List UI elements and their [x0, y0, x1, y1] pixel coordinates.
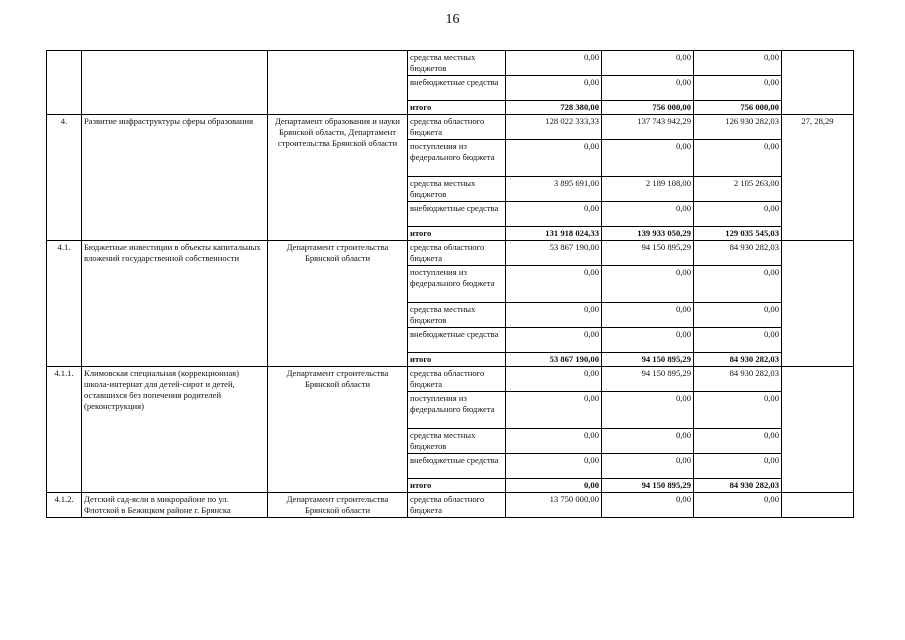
source-label: средства областного бюджета — [408, 493, 506, 518]
value-year-1: 0,00 — [506, 266, 602, 303]
value-year-1: 0,00 — [506, 76, 602, 101]
responsible-cell: Департамент строительства Брянской области — [268, 241, 408, 367]
value-year-2: 0,00 — [602, 392, 694, 429]
value-year-1: 0,00 — [506, 140, 602, 177]
source-label: внебюджетные средства — [408, 328, 506, 353]
item-number-cell: 4.1.1. — [47, 367, 82, 493]
source-label: средства местных бюджетов — [408, 177, 506, 202]
indicator-cell — [782, 241, 854, 367]
source-label: итого — [408, 479, 506, 493]
value-year-2: 0,00 — [602, 303, 694, 328]
source-label: итого — [408, 227, 506, 241]
value-year-1: 0,00 — [506, 328, 602, 353]
value-year-3: 0,00 — [694, 328, 782, 353]
value-year-3: 129 035 545,03 — [694, 227, 782, 241]
value-year-3: 84 930 282,03 — [694, 353, 782, 367]
value-year-3: 84 930 282,03 — [694, 479, 782, 493]
value-year-3: 0,00 — [694, 454, 782, 479]
responsible-cell: Департамент строительства Брянской области — [268, 367, 408, 493]
value-year-1: 0,00 — [506, 202, 602, 227]
value-year-3: 0,00 — [694, 493, 782, 518]
value-year-2: 756 000,00 — [602, 101, 694, 115]
value-year-2: 0,00 — [602, 493, 694, 518]
item-name-cell — [82, 51, 268, 115]
value-year-1: 0,00 — [506, 303, 602, 328]
value-year-3: 0,00 — [694, 140, 782, 177]
source-label: поступления из федерального бюджета — [408, 266, 506, 303]
value-year-1: 53 867 190,00 — [506, 241, 602, 266]
table-row — [47, 115, 854, 140]
value-year-3: 0,00 — [694, 429, 782, 454]
source-label: внебюджетные средства — [408, 202, 506, 227]
value-year-1: 13 750 000,00 — [506, 493, 602, 518]
responsible-cell: Департамент образования и науки Брянской области, Департамент строительства Брянской области — [268, 115, 408, 241]
responsible-cell: Департамент строительства Брянской области — [268, 493, 408, 518]
value-year-2: 0,00 — [602, 429, 694, 454]
indicator-cell — [782, 493, 854, 518]
value-year-2: 94 150 895,29 — [602, 241, 694, 266]
responsible-cell — [268, 51, 408, 115]
value-year-1: 0,00 — [506, 479, 602, 493]
value-year-3: 84 930 282,03 — [694, 367, 782, 392]
value-year-1: 728 380,00 — [506, 101, 602, 115]
source-label: итого — [408, 101, 506, 115]
value-year-1: 0,00 — [506, 367, 602, 392]
value-year-1: 0,00 — [506, 51, 602, 76]
value-year-2: 0,00 — [602, 266, 694, 303]
value-year-2: 0,00 — [602, 51, 694, 76]
value-year-1: 3 895 691,00 — [506, 177, 602, 202]
value-year-1: 53 867 190,00 — [506, 353, 602, 367]
item-number-cell: 4.1. — [47, 241, 82, 367]
page-number: 16 — [445, 12, 460, 27]
source-label: средства областного бюджета — [408, 241, 506, 266]
source-label: средства областного бюджета — [408, 115, 506, 140]
value-year-1: 131 918 024,33 — [506, 227, 602, 241]
item-name-cell: Детский сад-ясли в микрорайоне по ул. Флотской в Бежицком районе г. Брянска — [82, 493, 268, 518]
value-year-2: 137 743 942,29 — [602, 115, 694, 140]
item-number-cell — [47, 51, 82, 115]
table-row — [47, 51, 854, 76]
value-year-3: 0,00 — [694, 76, 782, 101]
indicator-cell: 27, 28,29 — [782, 115, 854, 241]
source-label: средства местных бюджетов — [408, 51, 506, 76]
value-year-1: 0,00 — [506, 392, 602, 429]
value-year-2: 139 933 050,29 — [602, 227, 694, 241]
table-row — [47, 241, 854, 266]
value-year-3: 0,00 — [694, 202, 782, 227]
value-year-1: 0,00 — [506, 429, 602, 454]
source-label: средства местных бюджетов — [408, 429, 506, 454]
value-year-2: 0,00 — [602, 202, 694, 227]
value-year-3: 0,00 — [694, 51, 782, 76]
indicator-cell — [782, 51, 854, 115]
value-year-2: 2 189 108,00 — [602, 177, 694, 202]
item-number-cell: 4.1.2. — [47, 493, 82, 518]
source-label: средства областного бюджета — [408, 367, 506, 392]
value-year-3: 0,00 — [694, 392, 782, 429]
budget-table — [46, 50, 854, 518]
indicator-cell — [782, 367, 854, 493]
table-row — [47, 367, 854, 392]
table-row — [47, 493, 854, 518]
value-year-1: 0,00 — [506, 454, 602, 479]
item-name-cell: Климовская специальная (коррекционная) школа-интернат для детей-сирот и детей, оставшихся без попечения родителей (реконструкция) — [82, 367, 268, 493]
value-year-3: 0,00 — [694, 303, 782, 328]
value-year-2: 0,00 — [602, 76, 694, 101]
value-year-3: 126 930 282,03 — [694, 115, 782, 140]
value-year-3: 84 930 282,03 — [694, 241, 782, 266]
source-label: поступления из федерального бюджета — [408, 140, 506, 177]
item-name-cell: Бюджетные инвестиции в объекты капитальных вложений государственной собственности — [82, 241, 268, 367]
value-year-2: 0,00 — [602, 454, 694, 479]
value-year-2: 94 150 895,29 — [602, 367, 694, 392]
value-year-2: 94 150 895,29 — [602, 479, 694, 493]
source-label: внебюджетные средства — [408, 454, 506, 479]
source-label: внебюджетные средства — [408, 76, 506, 101]
source-label: средства местных бюджетов — [408, 303, 506, 328]
value-year-3: 0,00 — [694, 266, 782, 303]
value-year-2: 0,00 — [602, 328, 694, 353]
value-year-2: 0,00 — [602, 140, 694, 177]
item-number-cell: 4. — [47, 115, 82, 241]
value-year-2: 94 150 895,29 — [602, 353, 694, 367]
value-year-3: 756 000,00 — [694, 101, 782, 115]
value-year-1: 128 022 333,33 — [506, 115, 602, 140]
source-label: итого — [408, 353, 506, 367]
value-year-3: 2 105 263,00 — [694, 177, 782, 202]
item-name-cell: Развитие инфраструктуры сферы образования — [82, 115, 268, 241]
source-label: поступления из федерального бюджета — [408, 392, 506, 429]
